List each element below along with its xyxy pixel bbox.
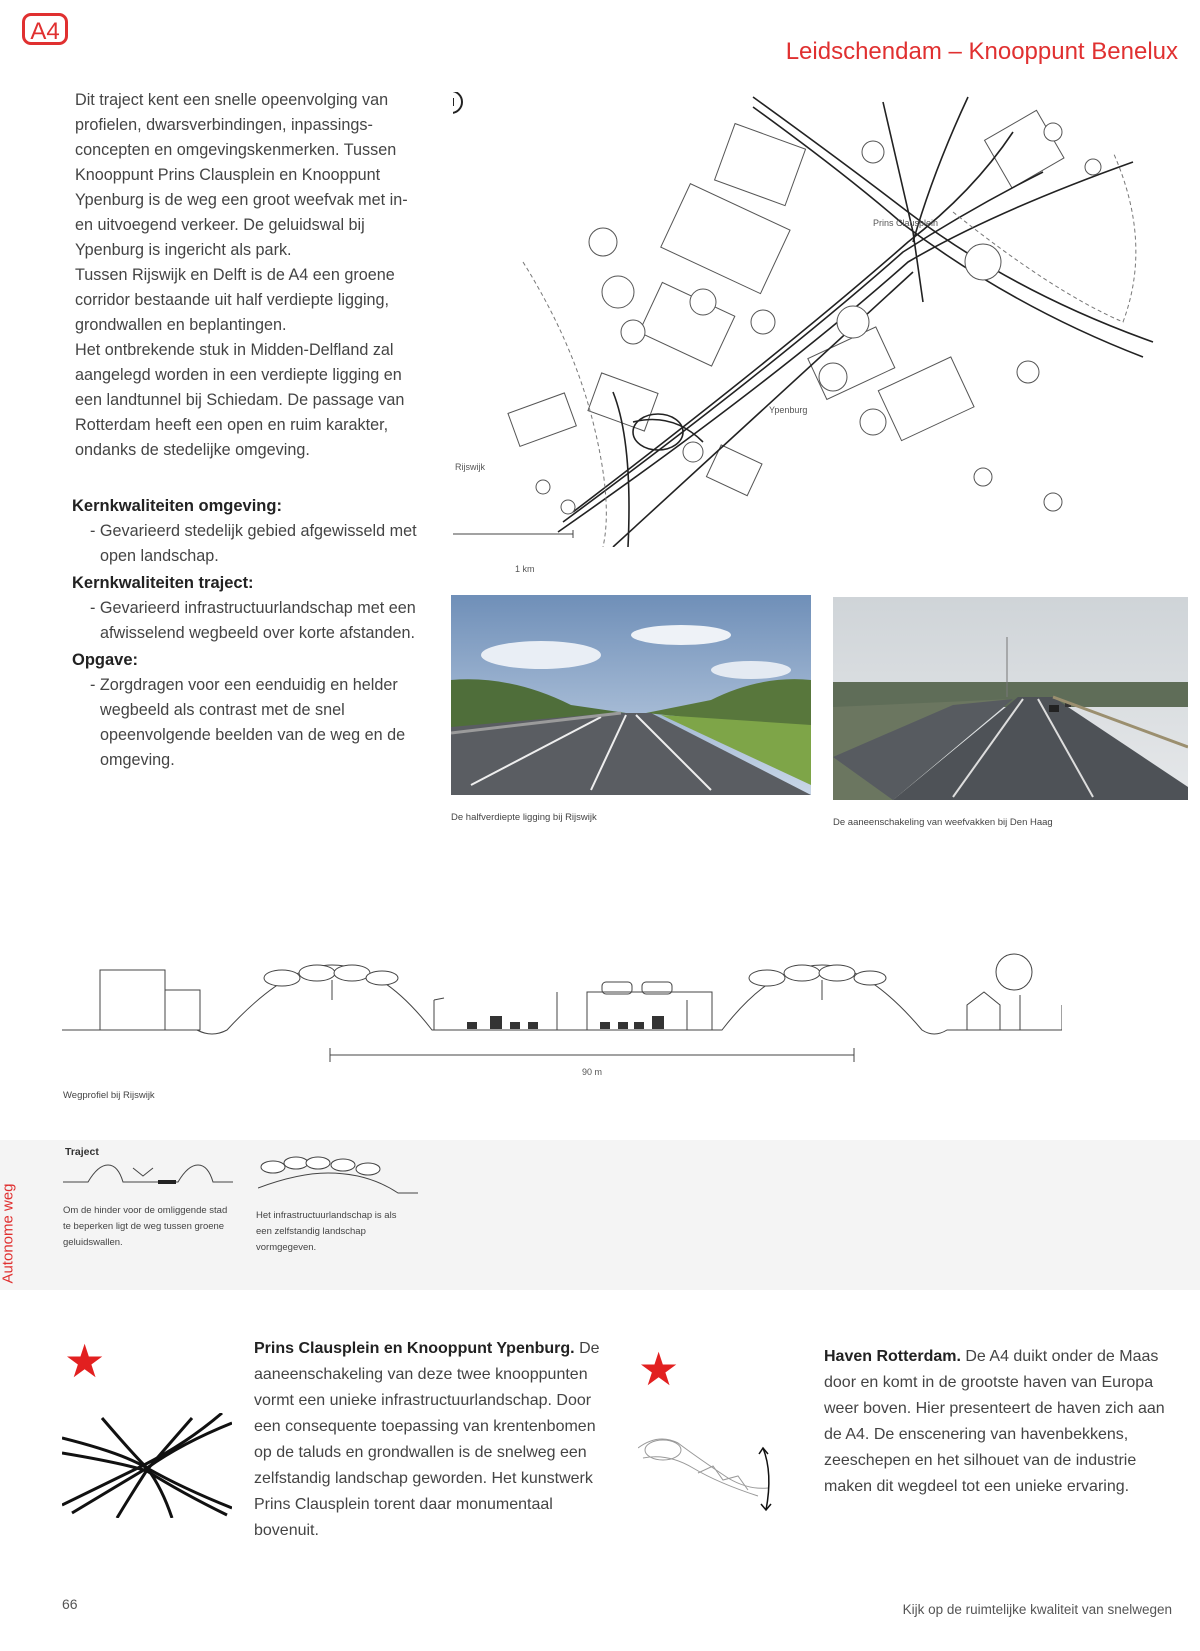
interchange-diagram	[62, 1413, 232, 1518]
traject-caption: Om de hinder voor de omliggende stad te beperken ligt de weg tussen groene geluidswallen.	[63, 1205, 228, 1248]
map-scale-bar	[453, 530, 573, 538]
map-label-ypenburg: Ypenburg	[769, 405, 808, 415]
footer-book-title: Kijk op de ruimtelijke kwaliteit van snelwegen	[902, 1602, 1172, 1617]
qualities-heading: Kernkwaliteiten traject:	[72, 574, 254, 592]
route-badge: A4	[22, 13, 68, 45]
qualities-items	[72, 596, 442, 646]
traject-sketch-2	[258, 1153, 418, 1198]
intro-paragraph: Tussen Rijswijk en Delft is de A4 een groene corridor bestaande uit half verdiepte ligging, grondwallen en beplantingen.	[75, 266, 395, 334]
star-icon: ★	[638, 1343, 680, 1395]
highlight-prins-clausplein	[254, 1336, 604, 1544]
qualities-item: - Gevarieerd stedelijk gebied afgewisseld met open landschap.	[100, 519, 442, 569]
site-map	[453, 92, 1195, 547]
qualities-list	[72, 494, 442, 775]
qualities-heading: Opgave:	[72, 651, 139, 669]
north-arrow-icon	[453, 92, 462, 113]
traject-sketch-1	[63, 1160, 233, 1190]
road-profile-diagram	[62, 940, 1062, 1075]
map-scale-label: 1 km	[515, 564, 535, 574]
section-title: Leidschendam – Knooppunt Benelux	[785, 38, 1178, 65]
map-label-prins-clausplein: Prins Clausplein	[873, 218, 939, 228]
photo-caption: De aaneenschakeling van weefvakken bij Den Haag	[833, 817, 1053, 828]
map-label-rijswijk: Rijswijk	[455, 462, 485, 472]
side-label-text: Autonome weg	[0, 1183, 17, 1284]
qualities-items	[72, 673, 442, 773]
page-number: 66	[62, 1596, 78, 1612]
qualities-items	[72, 519, 442, 569]
qualities-heading: Kernkwaliteiten omgeving:	[72, 497, 282, 515]
highlight-text: De aaneenschakeling van deze twee knooppunten vormt een unieke infrastructuurlandschap. Door een consequente toepassing van krentenbomen op de taluds en grondwallen is de snelweg een zelfstandig landschap geworden. Het kunstwerk Prins Clausplein torent daar monumentaal bovenuit.	[254, 1340, 600, 1539]
profile-dimension: 90 m	[582, 1067, 603, 1075]
traject-title: Traject	[65, 1146, 99, 1158]
qualities-item: - Gevarieerd infrastructuurlandschap met een afwisselend wegbeeld over korte afstanden.	[100, 596, 442, 646]
highlight-title: Haven Rotterdam.	[824, 1348, 961, 1365]
profile-caption: Wegprofiel bij Rijswijk	[63, 1090, 155, 1101]
photo-rijswijk	[451, 595, 811, 795]
side-label	[0, 1165, 24, 1305]
traject-caption: Het infrastructuurlandschap is als een zelfstandig landschap vormgegeven.	[256, 1210, 397, 1253]
intro-paragraph: Dit traject kent een snelle opeenvolging van profielen, dwarsverbindingen, inpassings-concepten en omgevingskenmerken. Tussen Knooppunt Prins Clausplein en Knooppunt Ypenburg is de weg een groot weefvak met in- en uitvoegend verkeer. De geluidswal bij Ypenburg is ingericht als park.	[75, 91, 408, 259]
intro-paragraph: Het ontbrekende stuk in Midden-Delfland zal aangelegd worden in een verdiepte ligging en een landtunnel bij Schiedam. De passage van Rotterdam heeft een open en ruim karakter, ondanks de stedelijke omgeving.	[75, 341, 405, 459]
intro-text	[75, 88, 430, 463]
photo-den-haag	[833, 597, 1188, 800]
highlight-haven-rotterdam	[824, 1344, 1174, 1500]
qualities-item: - Zorgdragen voor een eenduidig en helder wegbeeld als contrast met de snel opeenvolgende beelden van de weg en de omgeving.	[100, 673, 442, 773]
highlight-text: De A4 duikt onder de Maas door en komt in de grootste haven van Europa weer boven. Hier presenteert de haven zich aan de A4. De enscenering van havenbekkens, zeeschepen en het silhouet van de industrie maken dit wegdeel tot een unieke ervaring.	[824, 1348, 1165, 1495]
photo-caption: De halfverdiepte ligging bij Rijswijk	[451, 812, 597, 823]
highlight-title: Prins Clausplein en Knooppunt Ypenburg.	[254, 1340, 575, 1357]
harbour-sketch	[638, 1428, 798, 1518]
star-icon: ★	[64, 1335, 106, 1387]
